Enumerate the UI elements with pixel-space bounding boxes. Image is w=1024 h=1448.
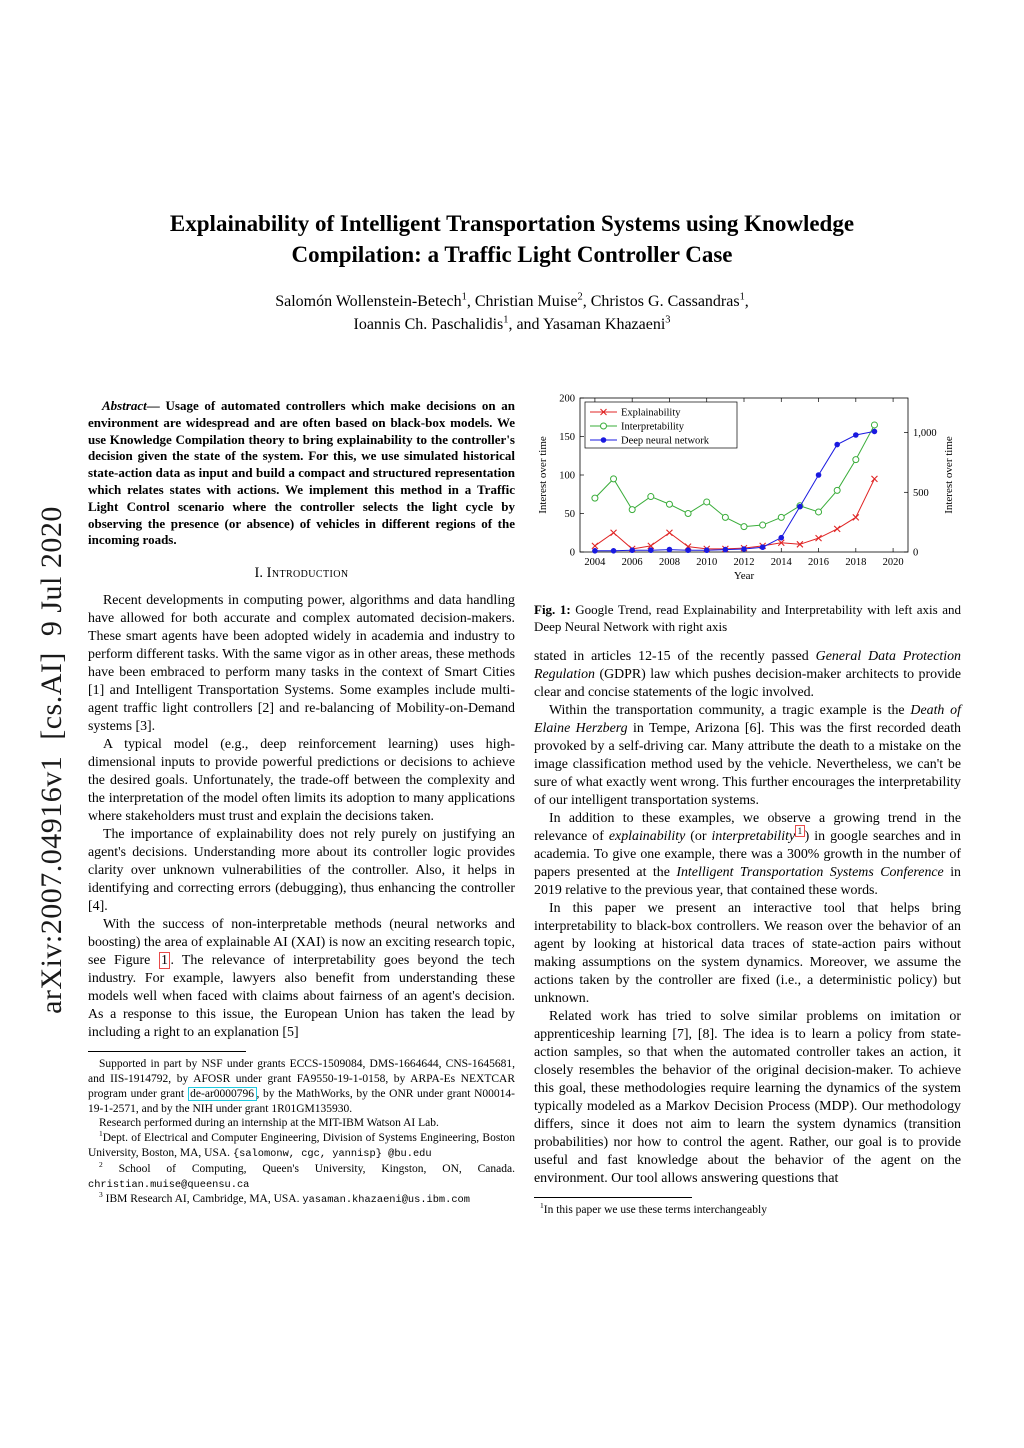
authors-line-1: Salomón Wollenstein-Betech$^1$, Christian Muise$^2$, Christos G. Cassandras$^1$, bbox=[275, 291, 749, 310]
svg-text:2008: 2008 bbox=[658, 557, 680, 568]
svg-text:Deep neural network: Deep neural network bbox=[621, 435, 710, 447]
footnote-affiliation-3: $^3$ IBM Research AI, Cambridge, MA, USA. yasaman.khazaeni@us.ibm.com bbox=[99, 1190, 470, 1207]
figure-1-caption bbox=[534, 602, 961, 635]
body-paragraph-gdpr: stated in articles 12-15 of the recently passed General Data Protection Regulation (GDPR) law which pushes decision-maker architects to provide clear and concise statements of the logic involved. bbox=[534, 649, 961, 700]
author-list bbox=[0, 290, 1024, 336]
right-footnote-block bbox=[534, 1197, 961, 1218]
figure-caption-text: Google Trend, read Explainability and Interpretability with left axis and Deep Neural Network with right axis bbox=[534, 602, 961, 634]
footnote-terms: $^1$In this paper we use these terms interchangeably bbox=[540, 1201, 767, 1216]
body-paragraph-related-work: Related work has tried to solve similar problems on imitation or apprenticeship learning [7], [8]. The idea is to learn a policy from state-action samples, so that when the automated controller takes an action, it closely resembles the behavior of the original decision-maker. To achieve this goal, these methodologies require learning the dynamics of the system typically modeled as a Markov Decision Process (MDP). Our methodology differs, since it does not aim to learn the system dynamics (transition probabilities) nor how to control the agent. Rather, our goal is to provide useful and fast knowledge about the behavior of the agent on the environment. Our tool allows answering questions that bbox=[534, 1009, 961, 1186]
svg-text:2006: 2006 bbox=[621, 557, 643, 568]
footnote-affiliation-1: $^1$Dept. of Electrical and Computer Engineering, Division of Systems Engineering, Boston University, Boston, MA, USA. {salomonw, cgc, yannisp} @bu.edu bbox=[88, 1129, 515, 1160]
grant-url-link[interactable]: de-ar0000796 bbox=[188, 1087, 257, 1101]
body-paragraph-tool: In this paper we present an interactive tool that helps bring interpretability to black-box controllers. We reason over the behavior of an agent by looking at historical data traces of state-action pairs without making assumptions on the system dynamics. Moreover, we assume the actions taken by the controller are fixed (i.e., a deterministic policy) but unknown. bbox=[534, 901, 961, 1006]
figure-caption-label: Fig. 1: bbox=[534, 602, 571, 617]
title-line-2: Compilation: a Traffic Light Controller Case bbox=[291, 242, 733, 267]
footnote-affiliation-2: $^2$ School of Computing, Queen's University, Kingston, ON, Canada. christian.muise@queensu.ca bbox=[88, 1159, 515, 1191]
svg-text:Interpretability: Interpretability bbox=[621, 421, 684, 433]
footnote-block bbox=[88, 1051, 515, 1208]
arxiv-watermark: arXiv:2007.04916v1 [cs.AI] 9 Jul 2020 bbox=[35, 506, 68, 1014]
svg-text:2010: 2010 bbox=[696, 557, 718, 568]
footnote-rule bbox=[534, 1197, 692, 1198]
title-line-1: Explainability of Intelligent Transportation Systems using Knowledge bbox=[169, 211, 855, 236]
intro-paragraph-4: With the success of non-interpretable methods (neural networks and boosting) the area of explainable AI (XAI) is now an exciting research topic, see Figure 1 . The relevance of interpretability goes beyond the tech industry. For example, lawyers also benefit from understanding these models well when faced with claims about fairness of an agent's decision. As a response to this issue, the European Union has taken the lead by including a right to an explanation [5] bbox=[88, 917, 516, 1041]
figure-1 bbox=[534, 392, 961, 635]
authors-line-2: Ioannis Ch. Paschalidis$^1$, and Yasaman Khazaeni$^3$ bbox=[353, 314, 671, 333]
svg-text:2014: 2014 bbox=[770, 557, 792, 568]
svg-text:2016: 2016 bbox=[808, 557, 830, 568]
svg-text:1,000: 1,000 bbox=[913, 428, 937, 440]
title-block bbox=[0, 208, 1024, 336]
svg-text:Interest over time: Interest over time bbox=[943, 436, 955, 514]
svg-text:Interest over time: Interest over time bbox=[537, 436, 549, 514]
intro-paragraph-3: The importance of explainability does not rely purely on justifying an agent's decisions. Understanding more about its controller logic provides clarity over unknown vulnerabilities of the controller. Also, it helps in identifying and correcting errors (debugging), thus enhancing the controller [4]. bbox=[88, 827, 515, 915]
paper-title bbox=[0, 208, 1024, 270]
svg-text:150: 150 bbox=[559, 432, 575, 443]
section-number: I. bbox=[254, 565, 263, 582]
right-column bbox=[534, 392, 961, 1218]
svg-text:0: 0 bbox=[569, 547, 575, 559]
footnote-internship: Research performed during an internship at the MIT-IBM Watson AI Lab. bbox=[99, 1117, 439, 1130]
svg-text:100: 100 bbox=[559, 470, 575, 482]
svg-text:0: 0 bbox=[913, 547, 919, 559]
footnote-ref-link[interactable]: 1 bbox=[795, 825, 805, 837]
footnote-rule bbox=[88, 1051, 246, 1052]
svg-text:2018: 2018 bbox=[845, 557, 867, 568]
svg-text:2012: 2012 bbox=[733, 557, 755, 568]
google-trends-chart bbox=[534, 392, 960, 590]
svg-text:Year: Year bbox=[733, 570, 755, 582]
svg-text:2004: 2004 bbox=[584, 557, 606, 568]
svg-text:200: 200 bbox=[559, 393, 575, 405]
intro-paragraph-1: Recent developments in computing power, algorithms and data handling have allowed for both accurate and complex automated decision-makers. These smart agents have been adopted widely in academia and industry to perform different tasks. With the same vigor as in other areas, these methods have been embraced to perform many tasks in the context of Smart Cities [1] and Intelligent Transportation Systems. Some examples include multi-agent traffic light controllers [2] and re-balancing of Mobility-on-Demand systems [3]. bbox=[88, 593, 515, 735]
section-title: Introduction bbox=[266, 565, 349, 582]
left-column bbox=[88, 398, 515, 1208]
abstract: Abstract— Usage of automated controllers which make decisions on an environment are widespread and are often based on black-box models. We use Knowledge Compilation theory to bring explainability to the controller's decision given the state of the system. For this, we use simulated historical state-action data as input and build a compact and structured representation which relates states with actions. We implement this method in a Traffic Light Control scenario where the controller selects the light cycle by observing the presence (or absence) of vehicles in different regions of the incoming roads. bbox=[88, 398, 515, 548]
svg-text:Explainability: Explainability bbox=[621, 407, 681, 419]
section-heading-introduction bbox=[88, 564, 515, 582]
svg-text:500: 500 bbox=[913, 487, 929, 499]
figure-ref-link[interactable]: 1 bbox=[159, 952, 171, 969]
body-paragraph-trend: In addition to these examples, we observe a growing trend in the relevance of explainability (or interpretability $^1$ ) in google searches and in academia. To give one example, there was a 300% growth in the number of papers presented at the Intelligent Transportation Systems Conference in 2019 relative to the previous year, that contained these words. bbox=[534, 811, 961, 898]
intro-paragraph-2: A typical model (e.g., deep reinforcement learning) uses high-dimensional inputs to provide powerful predictions or decisions to achieve the desired goals. Unfortunately, the trade-off between the complexity and the interpretation of the model often limits its adoption to many applications where stakeholders must trust and explain the decisions taken. bbox=[88, 737, 515, 825]
footnote-funding: Supported in part by NSF under grants ECCS-1509084, DMS-1664644, CNS-1645681, and IIS-1914792, by AFOSR under grant FA9550-19-1-0158, by ARPA-Es NEXTCAR program under grant de-ar0000796 , by the MathWorks, by the ONR under grant N00014-19-1-2571, and by the NIH under grant 1R01GM135930. bbox=[88, 1058, 515, 1115]
body-paragraph-herzberg: Within the transportation community, a tragic example is the Death of Elaine Herzberg in Tempe, Arizona [6]. This was the first recorded death provoked by a self-driving car. Many attribute the death to a mistake on the image classification method used by the vehicle. Nevertheless, we can't be sure of what exactly went wrong. This further encourages the interpretability of our intelligent transportation systems. bbox=[534, 703, 962, 808]
svg-text:50: 50 bbox=[564, 509, 575, 520]
svg-text:2020: 2020 bbox=[882, 557, 904, 568]
